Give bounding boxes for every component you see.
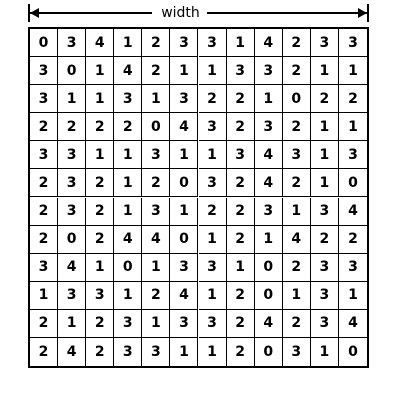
- grid-cell: 0: [283, 85, 311, 113]
- grid-cell: 0: [255, 282, 283, 310]
- grid-cell: 4: [58, 338, 86, 366]
- grid-cell: 4: [86, 29, 114, 57]
- grid-cell: 2: [339, 226, 367, 254]
- grid-cell: 4: [170, 282, 198, 310]
- grid-cell: 2: [283, 169, 311, 197]
- grid-cell: 4: [255, 310, 283, 338]
- grid-cell: 1: [86, 57, 114, 85]
- grid-cell: 1: [339, 57, 367, 85]
- grid-cell: 3: [142, 338, 170, 366]
- grid-cell: 2: [30, 338, 58, 366]
- grid-cell: 3: [283, 338, 311, 366]
- width-arrow-left-icon: [30, 8, 39, 18]
- grid-cell: 3: [227, 57, 255, 85]
- grid-cell: 1: [114, 141, 142, 169]
- grid-cell: 3: [311, 282, 339, 310]
- grid-cell: 4: [255, 29, 283, 57]
- grid-cell: 3: [58, 141, 86, 169]
- grid-cell: 1: [58, 85, 86, 113]
- grid-cell: 2: [227, 169, 255, 197]
- grid-cell: 2: [58, 113, 86, 141]
- grid-cell: 1: [255, 85, 283, 113]
- grid-cell: 0: [170, 169, 198, 197]
- grid-cell: 3: [170, 85, 198, 113]
- grid-cell: 3: [339, 29, 367, 57]
- grid-cell: 3: [170, 310, 198, 338]
- grid-cell: 1: [283, 282, 311, 310]
- grid-cell: 2: [142, 282, 170, 310]
- grid-cell: 3: [311, 254, 339, 282]
- grid-cell: 2: [30, 113, 58, 141]
- width-dimension-indicator: [28, 4, 369, 22]
- grid-cell: 1: [86, 85, 114, 113]
- grid-cell: 3: [114, 310, 142, 338]
- width-arrow-right-icon: [358, 8, 367, 18]
- grid-cell: 3: [255, 57, 283, 85]
- grid-cell: 3: [199, 169, 227, 197]
- grid-cell: 1: [311, 57, 339, 85]
- grid-cell: 2: [86, 169, 114, 197]
- grid-cell: 3: [58, 282, 86, 310]
- grid-cell: 3: [199, 310, 227, 338]
- grid-cell: 2: [227, 113, 255, 141]
- grid-cell: 2: [283, 57, 311, 85]
- grid-cell: 1: [311, 338, 339, 366]
- grid-cell: 1: [114, 169, 142, 197]
- grid-cell: 1: [339, 113, 367, 141]
- grid-cell: 0: [114, 254, 142, 282]
- grid-cell: 2: [227, 338, 255, 366]
- grid-cell: 3: [339, 254, 367, 282]
- grid-cell: 1: [199, 338, 227, 366]
- grid-cell: 1: [142, 310, 170, 338]
- grid-cell: 3: [311, 29, 339, 57]
- grid-cell: 2: [283, 254, 311, 282]
- grid-cell: 2: [227, 226, 255, 254]
- grid-cell: 2: [86, 198, 114, 226]
- grid-cell: 4: [142, 226, 170, 254]
- grid-cell: 0: [30, 29, 58, 57]
- grid-cell: 2: [227, 310, 255, 338]
- grid-cell: 3: [170, 29, 198, 57]
- grid-cell: 2: [86, 310, 114, 338]
- grid-cell: 3: [58, 198, 86, 226]
- grid-cell: 2: [339, 85, 367, 113]
- grid-cell: 3: [30, 57, 58, 85]
- grid-cell: 1: [311, 141, 339, 169]
- grid-cell: 1: [114, 29, 142, 57]
- grid-cell: 0: [348, 343, 358, 360]
- width-line-right: [207, 12, 367, 14]
- grid-cell: 3: [255, 198, 283, 226]
- grid-cell: 0: [58, 57, 86, 85]
- grid-cell: 1: [170, 141, 198, 169]
- grid-cell: 2: [142, 57, 170, 85]
- grid-cell: 1: [227, 254, 255, 282]
- grid-cell: 3: [199, 29, 227, 57]
- grid-cell: 3: [30, 85, 58, 113]
- grid-cell: 0: [339, 169, 367, 197]
- grid-cell: 2: [227, 198, 255, 226]
- grid-cell: 1: [255, 226, 283, 254]
- grid-cell: 2: [199, 198, 227, 226]
- grid-cell: 1: [170, 57, 198, 85]
- grid-cell: 1: [30, 282, 58, 310]
- grid-cell: 3: [58, 29, 86, 57]
- grid-cell: 4: [339, 310, 367, 338]
- grid-cell: 3: [58, 169, 86, 197]
- grid-cell: 4: [339, 198, 367, 226]
- grid-cell: 2: [311, 85, 339, 113]
- grid-cell: 3: [114, 338, 142, 366]
- grid-cell: 1: [199, 141, 227, 169]
- grid-cell: 1: [311, 169, 339, 197]
- grid-cell: 1: [339, 282, 367, 310]
- grid-cell: 3: [199, 113, 227, 141]
- grid-cell: 0: [58, 226, 86, 254]
- grid-cell: 3: [86, 282, 114, 310]
- grid-cell: 3: [283, 141, 311, 169]
- grid-cell: 2: [142, 169, 170, 197]
- grid-cell: 1: [170, 338, 198, 366]
- grid-cell: 3: [142, 198, 170, 226]
- grid-cell: 3: [114, 85, 142, 113]
- grid-cell: 4: [114, 57, 142, 85]
- grid-cell: 0: [255, 254, 283, 282]
- grid-cell: 2: [142, 29, 170, 57]
- grid-cell: 1: [86, 254, 114, 282]
- grid-cell: 2: [30, 310, 58, 338]
- grid-cell: 2: [283, 113, 311, 141]
- grid-cell: 3: [142, 141, 170, 169]
- grid-cell: 1: [142, 254, 170, 282]
- grid-cell: 4: [255, 169, 283, 197]
- grid-cell: 3: [227, 141, 255, 169]
- grid-cell: 3: [199, 254, 227, 282]
- grid-cell: 2: [30, 198, 58, 226]
- grid-cell: 0: [255, 338, 283, 366]
- grid-cell: 4: [58, 254, 86, 282]
- grid-cell: 3: [30, 141, 58, 169]
- grid-cell: 4: [255, 141, 283, 169]
- grid-cell: 4: [283, 226, 311, 254]
- grid-cell: 2: [86, 113, 114, 141]
- grid-cell: 2: [283, 310, 311, 338]
- width-right-tick: [367, 4, 369, 22]
- grid-cell: 4: [114, 226, 142, 254]
- grid-cell: 3: [339, 141, 367, 169]
- grid-cell: 2: [114, 113, 142, 141]
- grid-cell: 2: [30, 226, 58, 254]
- grid-cell: 3: [311, 198, 339, 226]
- grid-cell: 2: [86, 338, 114, 366]
- grid-cell: 1: [199, 57, 227, 85]
- width-label: width: [161, 5, 200, 21]
- grid-cell: 1: [311, 113, 339, 141]
- grid-cell: 1: [199, 226, 227, 254]
- grid-cell: 1: [86, 141, 114, 169]
- grid-cell: 1: [142, 85, 170, 113]
- grid-cell: 2: [227, 282, 255, 310]
- grid-cell: 2: [311, 226, 339, 254]
- grid-cell: 3: [170, 254, 198, 282]
- grid-cell: 1: [114, 198, 142, 226]
- grid-cell: 2: [227, 85, 255, 113]
- grid-cell: 3: [255, 113, 283, 141]
- grid-cell: 2: [86, 226, 114, 254]
- grid-cell: 2: [30, 169, 58, 197]
- grid-cell: 1: [170, 198, 198, 226]
- grid-cell: 1: [227, 29, 255, 57]
- grid-cell: 4: [170, 113, 198, 141]
- grid-cell: 2: [199, 85, 227, 113]
- grid-cell: 1: [114, 282, 142, 310]
- grid-cell: 1: [58, 310, 86, 338]
- grid-cell: 3: [311, 310, 339, 338]
- grid-cell: 0: [170, 226, 198, 254]
- grid-cell: 1: [283, 198, 311, 226]
- grid-cell: 0: [142, 113, 170, 141]
- width-line-left: [30, 12, 152, 14]
- grid-cell: 3: [30, 254, 58, 282]
- grid-cell: 2: [283, 29, 311, 57]
- grid-cell: 1: [199, 282, 227, 310]
- number-grid: [28, 27, 369, 368]
